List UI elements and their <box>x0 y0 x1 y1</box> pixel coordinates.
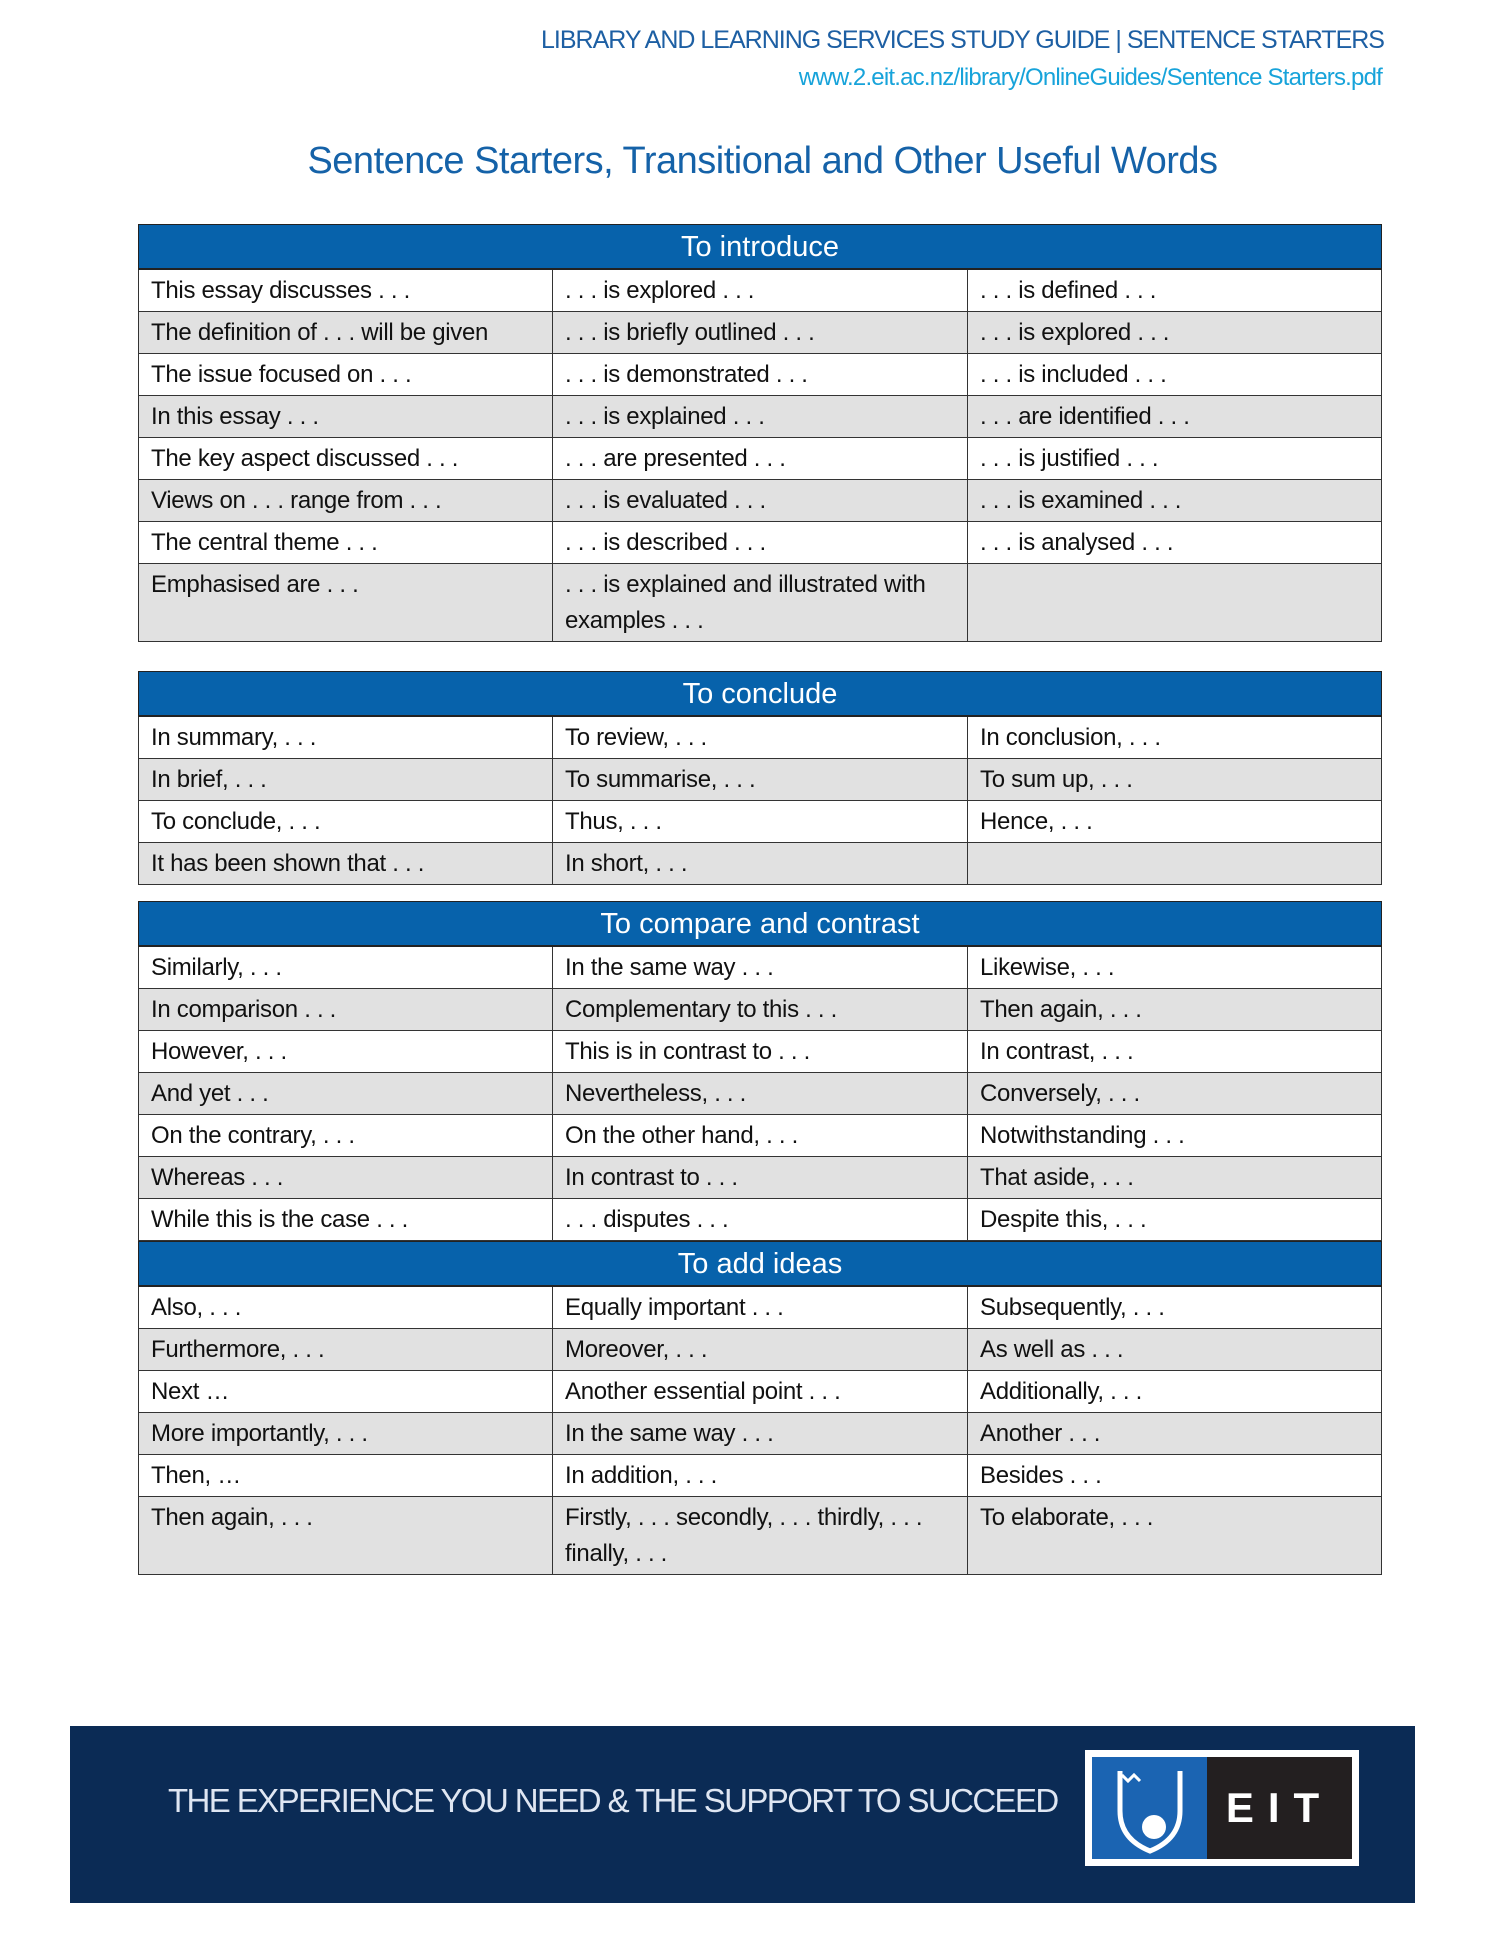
table-cell: The definition of . . . will be given <box>139 311 553 353</box>
table-cell: Firstly, . . . secondly, . . . thirdly, . . . finally, . . . <box>553 1496 968 1574</box>
table-cell: . . . is explained and illustrated with examples . . . <box>553 563 968 641</box>
table-cell: Likewise, . . . <box>968 946 1382 989</box>
table-row <box>139 842 1382 884</box>
table-cell: Notwithstanding . . . <box>968 1114 1382 1156</box>
table-row <box>139 988 1382 1030</box>
table-cell: . . . is analysed . . . <box>968 521 1382 563</box>
table-cell: In comparison . . . <box>139 988 553 1030</box>
table-cell: The issue focused on . . . <box>139 353 553 395</box>
table-cell: To elaborate, . . . <box>968 1496 1382 1574</box>
table-cell: . . . is explored . . . <box>553 269 968 312</box>
table-introduce <box>138 224 1382 642</box>
table-cell: Subsequently, . . . <box>968 1286 1382 1329</box>
table-cell: It has been shown that . . . <box>139 842 553 884</box>
section-heading: To compare and contrast <box>139 902 1382 946</box>
page-title: Sentence Starters, Transitional and Other Useful Words <box>307 140 1218 182</box>
table-cell: On the contrary, . . . <box>139 1114 553 1156</box>
table-row <box>139 1198 1382 1240</box>
footer-tagline: THE EXPERIENCE YOU NEED & THE SUPPORT TO SUCCEED <box>168 1782 1058 1819</box>
table-row <box>139 758 1382 800</box>
table-cell: And yet . . . <box>139 1072 553 1114</box>
guide-header: LIBRARY AND LEARNING SERVICES STUDY GUIDE | SENTENCE STARTERS <box>541 26 1384 54</box>
table-cell: In brief, . . . <box>139 758 553 800</box>
shield-icon <box>1092 1757 1207 1859</box>
table-conclude <box>138 671 1382 885</box>
footer-banner <box>70 1726 1415 1903</box>
table-cell: Hence, . . . <box>968 800 1382 842</box>
table-cell <box>968 842 1382 884</box>
table-row <box>139 1030 1382 1072</box>
table-cell: This is in contrast to . . . <box>553 1030 968 1072</box>
table-row <box>139 479 1382 521</box>
table-cell: Similarly, . . . <box>139 946 553 989</box>
table-row <box>139 800 1382 842</box>
table-cell: In addition, . . . <box>553 1454 968 1496</box>
table-cell: Moreover, . . . <box>553 1328 968 1370</box>
table-cell: . . . is included . . . <box>968 353 1382 395</box>
table-cell: On the other hand, . . . <box>553 1114 968 1156</box>
table-cell: Then again, . . . <box>139 1496 553 1574</box>
table-cell: However, . . . <box>139 1030 553 1072</box>
table-cell: . . . is examined . . . <box>968 479 1382 521</box>
table-row <box>139 353 1382 395</box>
table-row <box>139 946 1382 989</box>
table-cell: . . . is defined . . . <box>968 269 1382 312</box>
table-cell: In conclusion, . . . <box>968 716 1382 759</box>
table-cell: Besides . . . <box>968 1454 1382 1496</box>
table-cell: Emphasised are . . . <box>139 563 553 641</box>
table-cell: . . . is explored . . . <box>968 311 1382 353</box>
table-cell: In contrast to . . . <box>553 1156 968 1198</box>
table-cell: Additionally, . . . <box>968 1370 1382 1412</box>
table-row <box>139 437 1382 479</box>
table-cell: The key aspect discussed . . . <box>139 437 553 479</box>
table-row <box>139 395 1382 437</box>
table-row <box>139 1156 1382 1198</box>
table-cell: . . . is explained . . . <box>553 395 968 437</box>
table-cell: To summarise, . . . <box>553 758 968 800</box>
table-cell: Despite this, . . . <box>968 1198 1382 1240</box>
table-cell: . . . are identified . . . <box>968 395 1382 437</box>
table-row <box>139 311 1382 353</box>
table-cell: Then again, . . . <box>968 988 1382 1030</box>
table-cell: In the same way . . . <box>553 946 968 989</box>
table-cell <box>968 563 1382 641</box>
table-cell: . . . is briefly outlined . . . <box>553 311 968 353</box>
table-cell: . . . is described . . . <box>553 521 968 563</box>
table-cell: While this is the case . . . <box>139 1198 553 1240</box>
eit-logo-text: EIT <box>1207 1757 1352 1859</box>
table-row <box>139 521 1382 563</box>
table-cell: This essay discusses . . . <box>139 269 553 312</box>
table-cell: That aside, . . . <box>968 1156 1382 1198</box>
table-cell: To sum up, . . . <box>968 758 1382 800</box>
table-cell: To conclude, . . . <box>139 800 553 842</box>
eit-logo <box>1085 1750 1359 1866</box>
table-row <box>139 1286 1382 1329</box>
table-cell: . . . is justified . . . <box>968 437 1382 479</box>
table-cell: More importantly, . . . <box>139 1412 553 1454</box>
table-cell: Thus, . . . <box>553 800 968 842</box>
table-cell: In this essay . . . <box>139 395 553 437</box>
table-cell: . . . is demonstrated . . . <box>553 353 968 395</box>
table-cell: . . . is evaluated . . . <box>553 479 968 521</box>
table-cell: Equally important . . . <box>553 1286 968 1329</box>
table-cell: Conversely, . . . <box>968 1072 1382 1114</box>
table-cell: In the same way . . . <box>553 1412 968 1454</box>
table-row <box>139 1412 1382 1454</box>
table-row <box>139 1454 1382 1496</box>
table-cell: Furthermore, . . . <box>139 1328 553 1370</box>
table-cell: In short, . . . <box>553 842 968 884</box>
table-row <box>139 1072 1382 1114</box>
table-row <box>139 1328 1382 1370</box>
table-add-ideas <box>138 1241 1382 1575</box>
table-cell: Views on . . . range from . . . <box>139 479 553 521</box>
table-cell: The central theme . . . <box>139 521 553 563</box>
table-row <box>139 269 1382 312</box>
section-heading: To introduce <box>139 225 1382 269</box>
table-cell: Next … <box>139 1370 553 1412</box>
table-cell: Then, … <box>139 1454 553 1496</box>
table-row <box>139 563 1382 641</box>
table-cell: Complementary to this . . . <box>553 988 968 1030</box>
table-cell: In summary, . . . <box>139 716 553 759</box>
table-row <box>139 1114 1382 1156</box>
table-cell: Another . . . <box>968 1412 1382 1454</box>
section-heading: To conclude <box>139 672 1382 716</box>
table-cell: . . . are presented . . . <box>553 437 968 479</box>
table-cell: Nevertheless, . . . <box>553 1072 968 1114</box>
table-row <box>139 716 1382 759</box>
table-cell: Whereas . . . <box>139 1156 553 1198</box>
guide-url[interactable]: www.2.eit.ac.nz/library/OnlineGuides/Sentence Starters.pdf <box>798 64 1382 91</box>
table-cell: As well as . . . <box>968 1328 1382 1370</box>
table-cell: In contrast, . . . <box>968 1030 1382 1072</box>
table-row <box>139 1496 1382 1574</box>
table-cell: To review, . . . <box>553 716 968 759</box>
section-heading: To add ideas <box>139 1242 1382 1286</box>
table-cell: Also, . . . <box>139 1286 553 1329</box>
table-cell: . . . disputes . . . <box>553 1198 968 1240</box>
table-compare-contrast <box>138 901 1382 1241</box>
table-row <box>139 1370 1382 1412</box>
table-cell: Another essential point . . . <box>553 1370 968 1412</box>
